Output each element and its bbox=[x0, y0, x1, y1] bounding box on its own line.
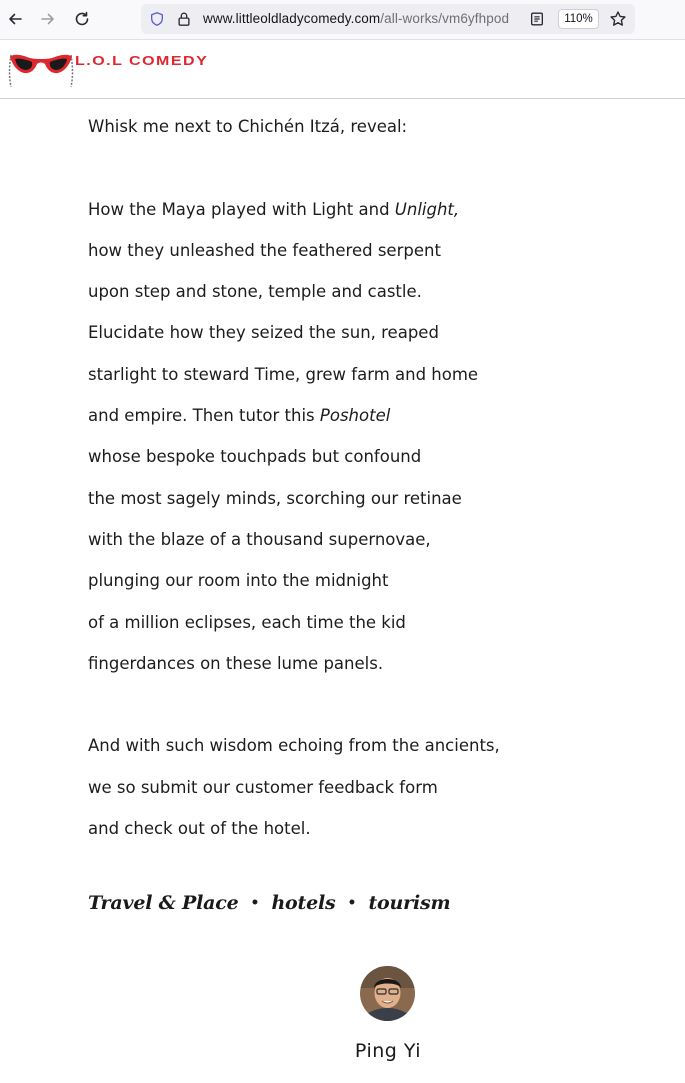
reload-button[interactable] bbox=[69, 6, 95, 32]
zoom-level-button[interactable]: 110% bbox=[558, 9, 599, 29]
bookmark-star-icon[interactable] bbox=[609, 10, 627, 28]
author-photo bbox=[360, 966, 415, 1021]
url-path: /all-works/vm6yfhpod bbox=[380, 11, 510, 26]
poem-line: we so submit our customer feedback form bbox=[88, 777, 438, 797]
poem-italic-word: Poshotel bbox=[319, 406, 391, 426]
shield-icon[interactable] bbox=[148, 10, 166, 28]
author-name[interactable]: Ping Yi bbox=[354, 1040, 422, 1062]
lock-icon[interactable] bbox=[175, 10, 193, 28]
poem-body bbox=[88, 112, 648, 855]
browser-toolbar bbox=[0, 0, 685, 40]
site-logo[interactable] bbox=[8, 49, 208, 89]
poem-line: Whisk me next to Chichén Itzá, reveal: bbox=[88, 117, 408, 136]
poem-line: with the blaze of a thousand supernovae, bbox=[88, 529, 431, 549]
author-avatar[interactable] bbox=[360, 966, 415, 1021]
reader-view-icon[interactable] bbox=[528, 10, 546, 28]
logo-text: L.O.L COMEDY bbox=[75, 54, 209, 69]
poem-blank-line bbox=[88, 153, 648, 194]
poem-line: of a million eclipses, each time the kid bbox=[88, 612, 406, 632]
poem-line: Elucidate how they seized the sun, reaped bbox=[88, 323, 439, 343]
back-arrow-icon bbox=[6, 10, 24, 28]
tag-tourism[interactable]: tourism bbox=[368, 892, 451, 914]
cat-eye-glasses-icon bbox=[8, 49, 74, 89]
poem-italic-word: Unlight, bbox=[394, 199, 460, 219]
poem-line: and check out of the hotel. bbox=[88, 819, 311, 839]
tag-travel-place[interactable]: Travel & Place bbox=[88, 892, 239, 914]
poem-blank-line bbox=[88, 690, 648, 731]
poem-line-text: How the Maya played with Light and bbox=[88, 199, 395, 219]
address-bar[interactable] bbox=[141, 4, 635, 34]
poem-line bbox=[88, 195, 648, 236]
forward-arrow-icon bbox=[39, 10, 57, 28]
tag-hotels[interactable]: hotels bbox=[271, 892, 336, 914]
tag-list bbox=[88, 892, 450, 914]
poem-line: whose bespoke touchpads but confound bbox=[88, 447, 422, 467]
reload-icon bbox=[73, 10, 91, 28]
poem-line: plunging our room into the midnight bbox=[88, 571, 389, 591]
forward-button[interactable] bbox=[35, 6, 61, 32]
url-text[interactable] bbox=[203, 11, 521, 26]
tag-separator: • bbox=[347, 895, 357, 911]
poem-line: how they unleashed the feathered serpent bbox=[88, 240, 441, 260]
url-host: www.littleoldladycomedy.com bbox=[203, 11, 381, 26]
tag-separator: • bbox=[250, 895, 260, 911]
poem-line-text: and empire. Then tutor this bbox=[88, 406, 320, 426]
poem-line: fingerdances on these lume panels. bbox=[88, 653, 384, 673]
poem-line: the most sagely minds, scorching our retinae bbox=[88, 488, 462, 508]
poem-line bbox=[88, 401, 648, 442]
poem-line: And with such wisdom echoing from the ancients, bbox=[88, 736, 500, 756]
poem-line: starlight to steward Time, grew farm and home bbox=[88, 364, 479, 384]
back-button[interactable] bbox=[2, 6, 28, 32]
poem-line: upon step and stone, temple and castle. bbox=[88, 282, 422, 302]
site-header bbox=[0, 41, 685, 99]
